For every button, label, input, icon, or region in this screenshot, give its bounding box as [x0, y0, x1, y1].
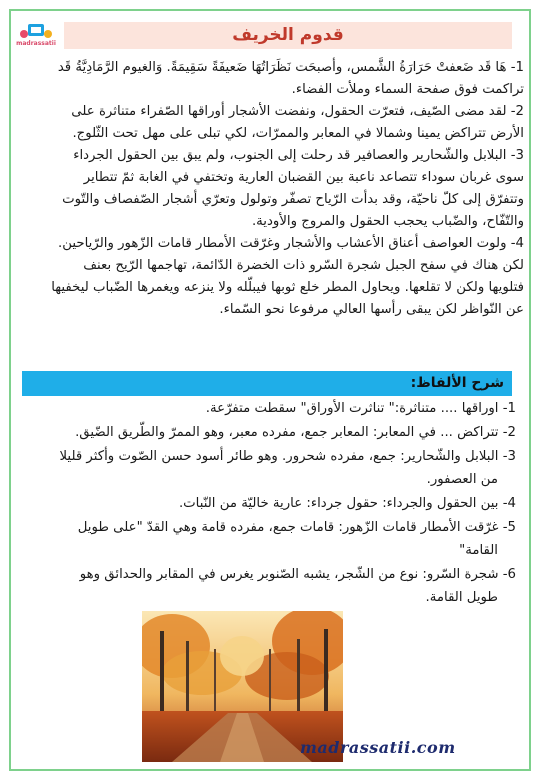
vocabulary-item-1: 1- اوراقها .... متناثرة:" تناثرت الأوراق" سقطت متفرّعة.: [205, 401, 516, 416]
vocabulary-item-4: 4- بين الحقول والجرداء: حقول جرداء: عارية خاليّة من النّبات.: [178, 496, 516, 511]
page-title: قدوم الخريف: [64, 22, 512, 49]
vocabulary-item-3: 3- البلابل والشّحارير: جمع، مفرده شحرور. وهو طائر أسود حسن الصّوت وأكثر قليلا من العصفور.: [59, 449, 516, 487]
paragraph-4: 4- ولوت العواصف أعناق الأعشاب والأشجار وغرّقت الأمطار قامات الزّهور والرّياحين. لكن هناك في سفح الجبل شجرة السّرو ذات الخضرة الدّائمة، تهاجمها الرّيح بعنف فتلويها ولكن لا تقلعها. ويحاول المطر خلع ثوبها فيبلّله ولا ينزعه ويغمرها الضّباب ليخفيها عن النّواظر لكن يبقى رأسها العالي مرفوعا نحو السّماء.: [51, 236, 524, 317]
paragraph-1: 1- هَا قَد ضَعفتْ حَرَارَةُ الشَّمس، وأصبحَت نَظَرَاتُهَا ضَعيفَةً سَقِيمَةً. وَالغيوم الرَّمَادِيَّةُ قَد تراكمت فوق صفحة السماء وملأت الفضاء.: [57, 60, 524, 97]
text-paragraphs: [44, 57, 524, 321]
vocabulary-item-6: 6- شجرة السّرو: نوع من الشّجر، يشبه الصّنوبر يغرس في المقابر والحدائق وهو طويل القامة.: [79, 567, 516, 605]
vocabulary-item-2: 2- تتراكض ... في المعابر: المعابر جمع، مفرده معبر، وهو الممرّ والطّريق الضّيق.: [75, 425, 516, 440]
vocabulary-list: [51, 397, 516, 610]
paragraph-2: 2- لقد مضى الصّيف، فتعرّت الحقول، ونفضت الأشجار أوراقها الصّفراء متناثرة على الأرض تتراكض يمينا وشمالا في المعابر والممرّات، لكي تبلى على مهل تحت الثّلوج.: [71, 104, 524, 141]
site-logo: [16, 22, 56, 52]
logo-text: madrassatii: [16, 40, 56, 47]
vocabulary-item-5: 5- غرّقت الأمطار قامات الزّهور: قامات جمع، مفرده قامة وهي القدّ "على طويل القامة": [77, 520, 516, 558]
paragraph-3: 3- البلابل والشّحارير والعصافير قد رحلت إلى الجنوب، ولم يبق بين الحقول الجرداء سوى غربان سوداء تتصاعد ناعبة بين القضبان العارية وتختفي في الغابة ثمّ تتطاير وتتفرّق إلى كلّ ناحيّة، وقد بدأت الرّياح تصفّر وتولول وتعرّي أشجار الصّفصاف والتّوت والتّفّاح، والضّباب يحجب الحقول والمروج والأودية.: [62, 148, 524, 229]
vocabulary-heading: شرح الألفاظ:: [22, 371, 512, 396]
logo-icon: [18, 22, 54, 40]
watermark: madrassatii.com: [300, 738, 456, 757]
